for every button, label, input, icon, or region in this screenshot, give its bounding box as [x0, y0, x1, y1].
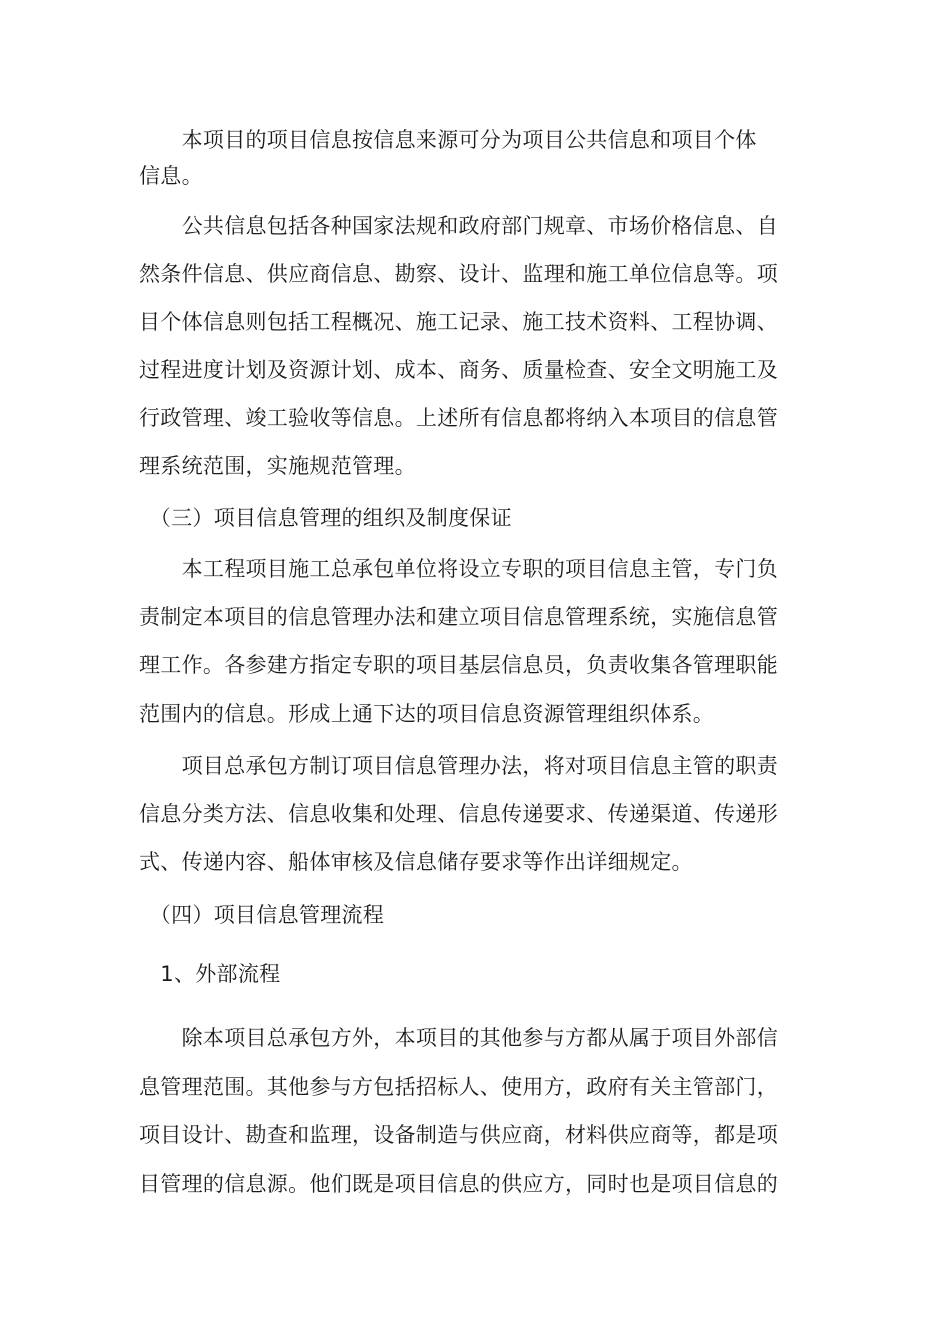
paragraph-line: 除本项目总承包方外，本项目的其他参与方都从属于项目外部信 [139, 1026, 778, 1050]
paragraph-line: 式、传递内容、船体审核及信息储存要求等作出详细规定。 [139, 850, 693, 874]
paragraph-line: 目个体信息则包括工程概况、施工记录、施工技术资料、工程协调、 [139, 310, 778, 334]
paragraph-line: 信息分类方法、信息收集和处理、信息传递要求、传递渠道、传递形 [139, 802, 778, 826]
paragraph-line: 过程进度计划及资源计划、成本、商务、质量检查、安全文明施工及 [139, 358, 778, 382]
subsection-heading: 1、外部流程 [139, 962, 281, 986]
paragraph-line: 本工程项目施工总承包单位将设立专职的项目信息主管，专门负 [139, 557, 778, 581]
section-heading: （四）项目信息管理流程 [139, 903, 385, 927]
paragraph-line: 息管理范围。其他参与方包括招标人、使用方，政府有关主管部门， [139, 1075, 778, 1099]
paragraph-line: 理工作。各参建方指定专职的项目基层信息员，负责收集各管理职能 [139, 653, 778, 677]
paragraph-line: 责制定本项目的信息管理办法和建立项目信息管理系统，实施信息管 [139, 605, 778, 629]
paragraph-line: 范围内的信息。形成上通下达的项目信息资源管理组织体系。 [139, 702, 715, 726]
paragraph-line: 本项目的项目信息按信息来源可分为项目公共信息和项目个体 [139, 128, 757, 152]
paragraph-line: 行政管理、竣工验收等信息。上述所有信息都将纳入本项目的信息管 [139, 406, 778, 430]
paragraph-line: 理系统范围，实施规范管理。 [139, 454, 416, 478]
paragraph-line: 项目设计、勘查和监理，设备制造与供应商，材料供应商等，都是项 [139, 1123, 778, 1147]
paragraph-line: 项目总承包方制订项目信息管理办法，将对项目信息主管的职责 [139, 754, 778, 778]
paragraph-line: 目管理的信息源。他们既是项目信息的供应方，同时也是项目信息的 [139, 1172, 778, 1196]
paragraph-line: 然条件信息、供应商信息、勘察、设计、监理和施工单位信息等。项 [139, 262, 778, 286]
paragraph-line: 公共信息包括各种国家法规和政府部门规章、市场价格信息、自 [139, 214, 778, 238]
section-heading: （三）项目信息管理的组织及制度保证 [139, 506, 512, 530]
paragraph-line: 信息。 [139, 164, 203, 188]
